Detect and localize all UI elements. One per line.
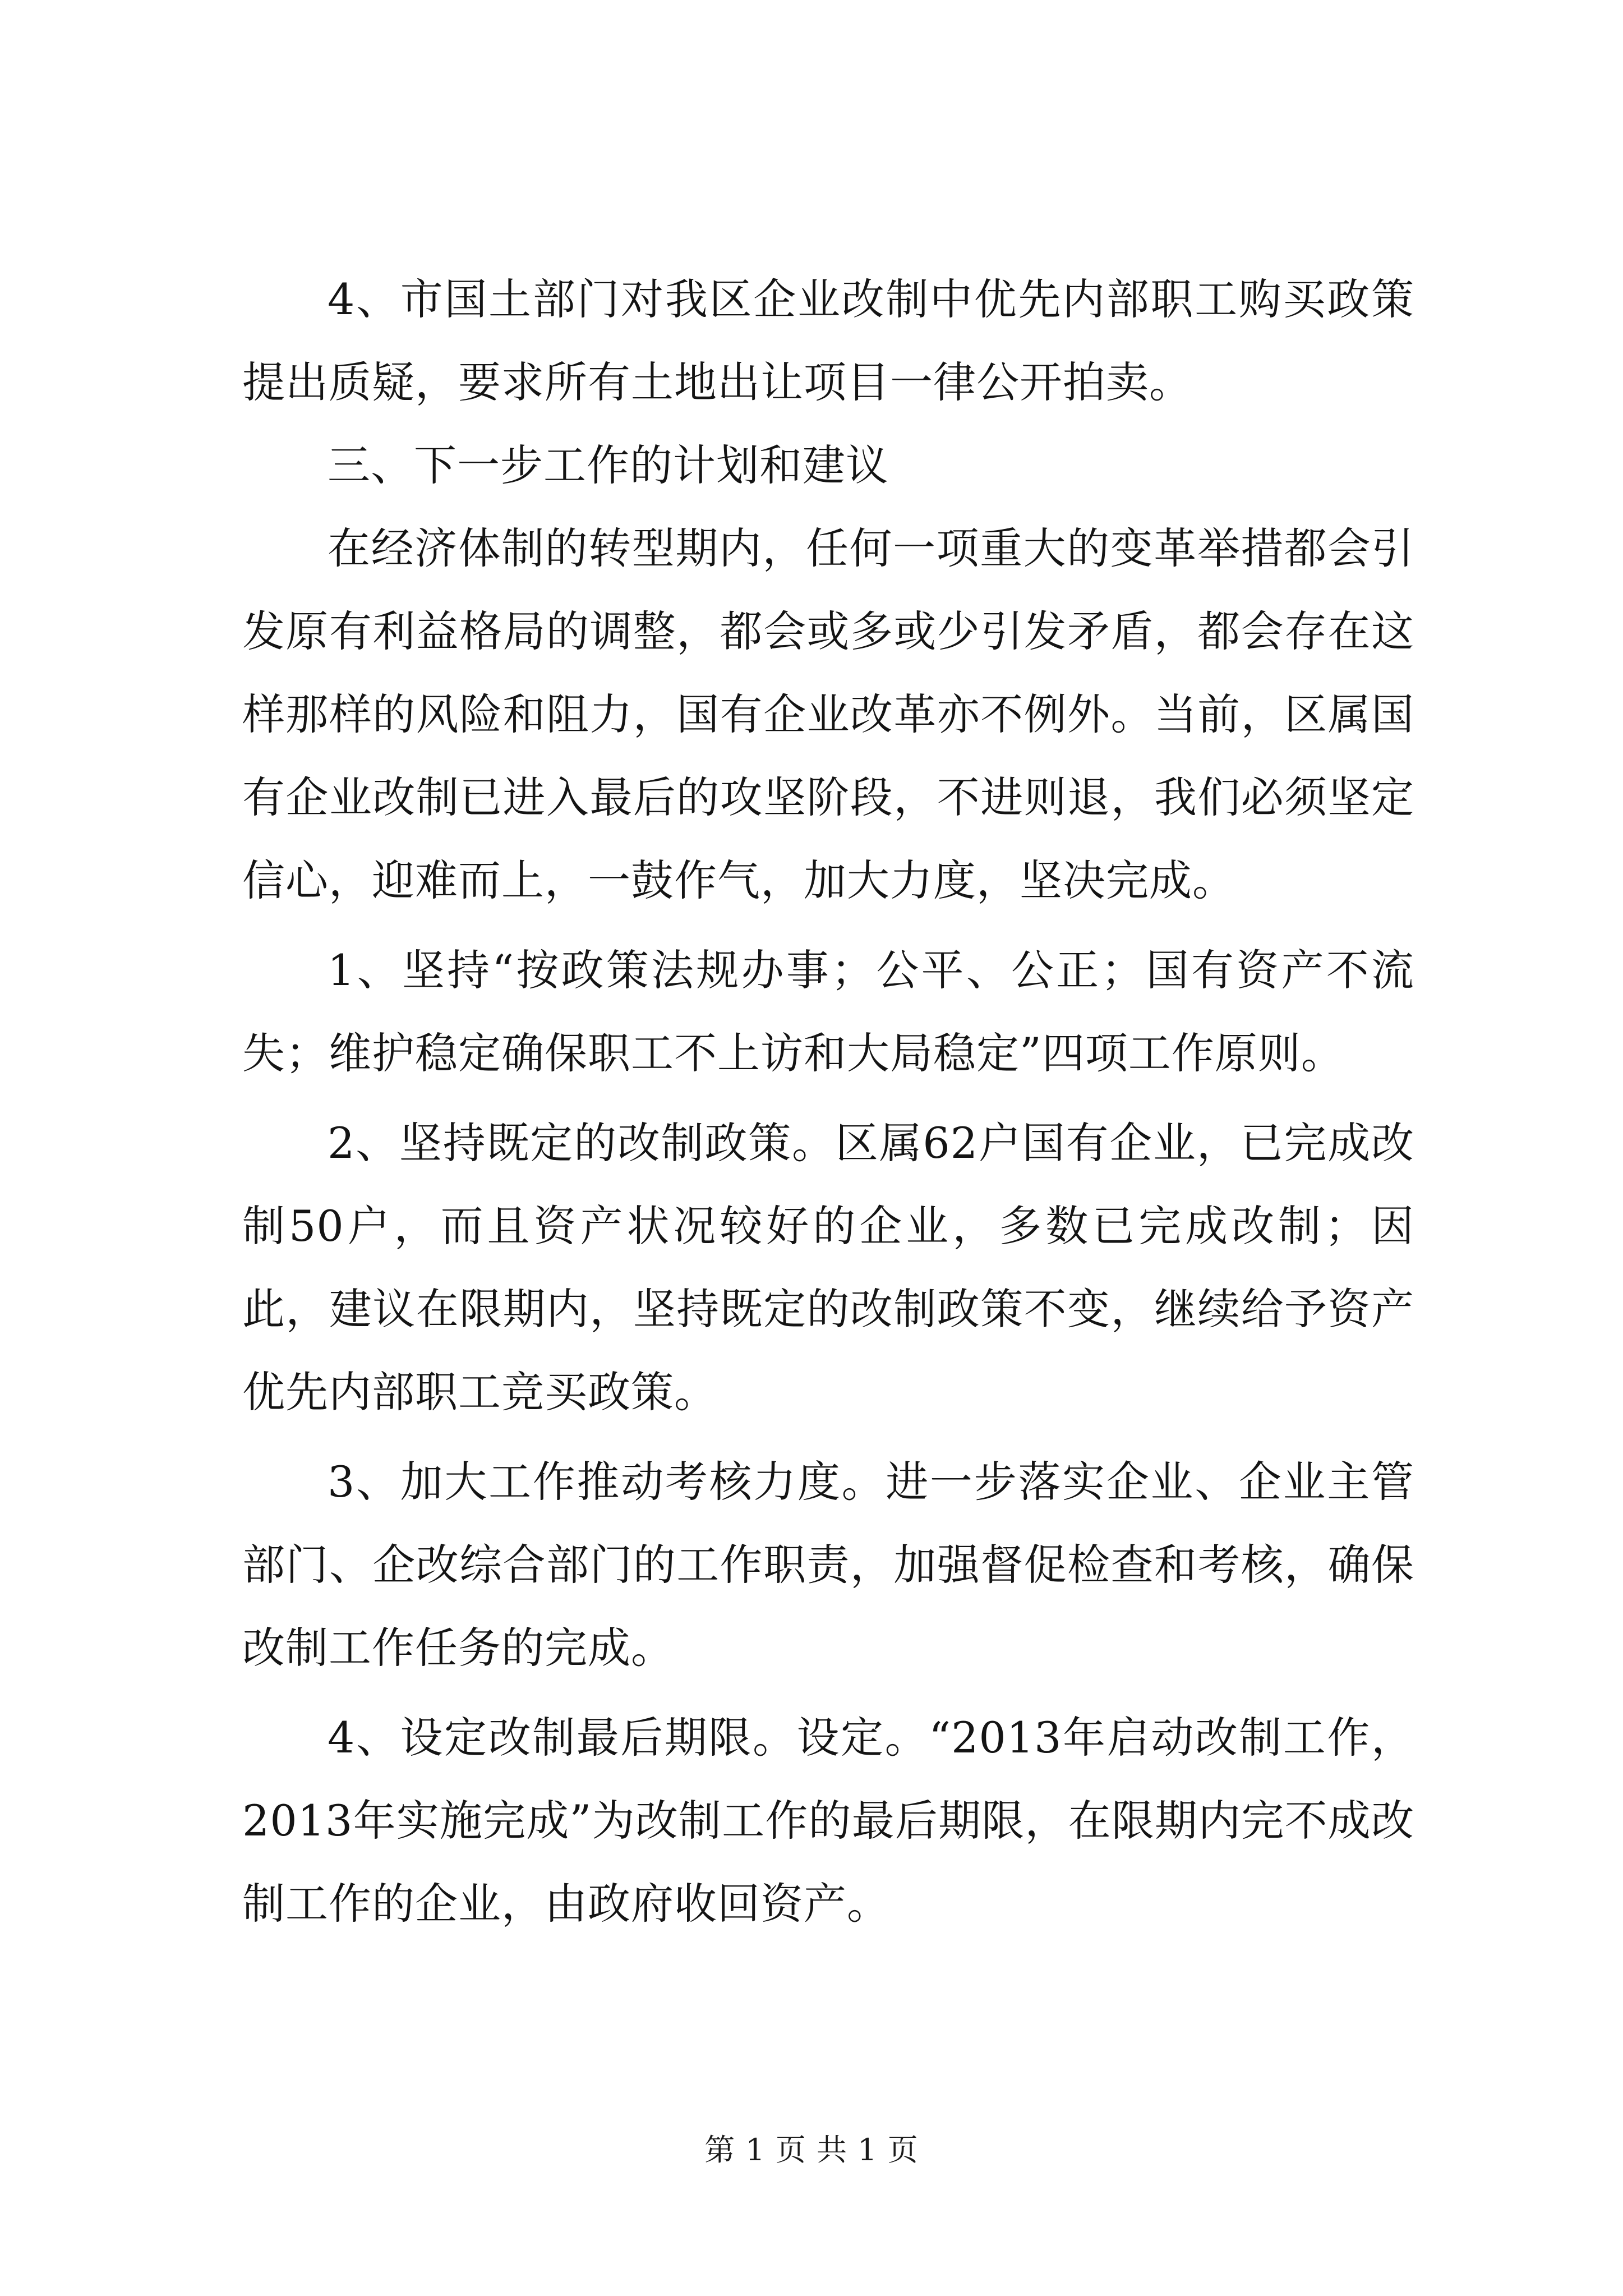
paragraph-reform-context: 在经济体制的转型期内，任何一项重大的变革举措都会引发原有利益格局的调整，都会或多或少引发矛盾，都会存在这样那样的风险和阻力，国有企业改革亦不例外。当前，区属国有企业改制已进入最后的攻坚阶段，不进则退，我们必须坚定信心，迎难而上，一鼓作气，加大力度，坚决完成。 — [242, 523, 1414, 905]
paragraph-principles: 1、坚持“按政策法规办事；公平、公正；国有资产不流失；维护稳定确保职工不上访和大局稳定”四项工作原则。 — [242, 945, 1414, 1078]
paragraph-established-policy: 2、坚持既定的改制政策。区属62户国有企业，已完成改制50户，而且资产状况较好的企业，多数已完成改制；因此，建议在限期内，坚持既定的改制政策不变，继续给予资产优先内部职工竞买政策。 — [242, 1118, 1414, 1417]
paragraph-land-policy-question: 4、市国土部门对我区企业改制中优先内部职工购买政策提出质疑，要求所有土地出让项目一律公开拍卖。 — [242, 274, 1414, 407]
document-body — [242, 258, 1414, 1945]
paragraph-deadline: 4、设定改制最后期限。设定。“2013年启动改制工作，2013年实施完成”为改制工作的最后期限，在限期内完不成改制工作的企业，由政府收回资产。 — [242, 1713, 1414, 1929]
paragraph-assessment: 3、加大工作推动考核力度。进一步落实企业、企业主管部门、企改综合部门的工作职责，加强督促检查和考核，确保改制工作任务的完成。 — [242, 1457, 1414, 1673]
page-number-footer: 第 1 页 共 1 页 — [704, 2132, 919, 2168]
section-heading-next-steps: 三、下一步工作的计划和建议 — [328, 440, 889, 490]
